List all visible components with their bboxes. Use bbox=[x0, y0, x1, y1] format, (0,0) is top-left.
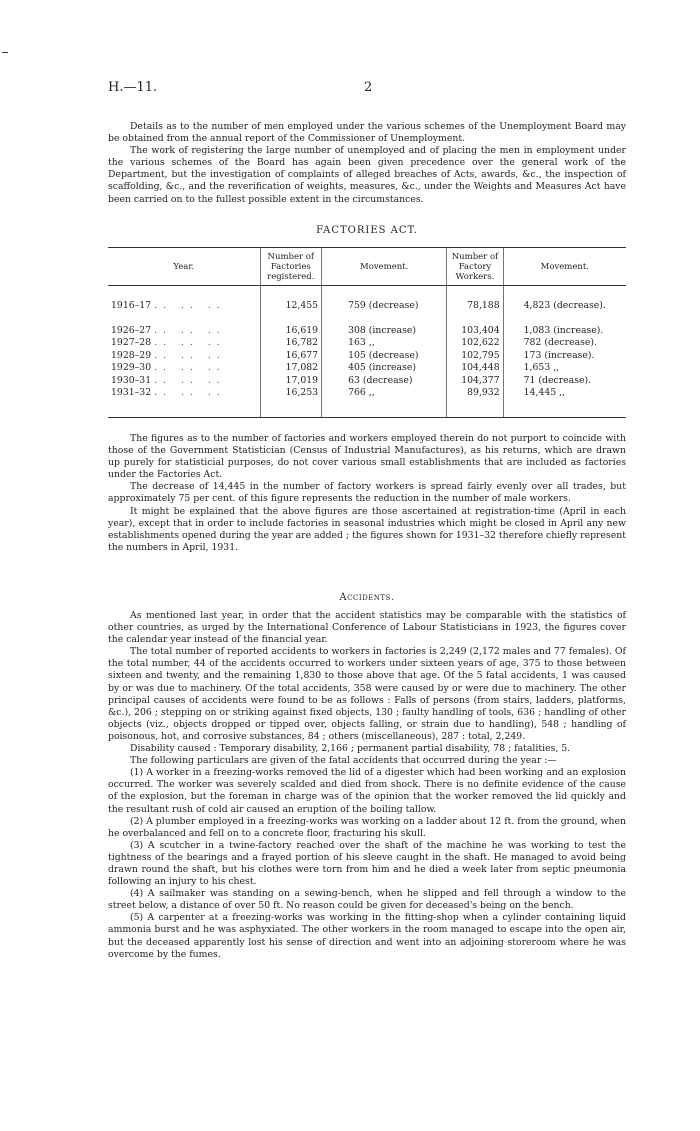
workers-cell: 102,795 bbox=[447, 349, 503, 361]
column-header-year: Year. bbox=[108, 248, 260, 286]
paragraph: The work of registering the large number of unemployed and of placing the men in employment under the various schemes of the Board has again been given precedence over the general work of the Department, but the investigation of complaints of alleged breaches of Acts, awards, &c., the inspection of scaffolding, &c., and the reverification of weights, measures, &c., under the Weights and Measures Act have been carried on to the fullest possible extent in the circumstances. bbox=[108, 145, 626, 205]
paragraph: Details as to the number of men employed under the various schemes of the Unemployment Board may be obtained from the annual report of the Commissioner of Unemployment. bbox=[108, 121, 626, 145]
workers-movement-cell: 1,653 ,, bbox=[503, 362, 626, 374]
workers-cell: 78,188 bbox=[447, 299, 503, 311]
column-header-workers: Number of Factory Workers. bbox=[447, 248, 503, 286]
paragraph: (3) A scutcher in a twine-factory reached over the shaft of the machine he was working to test the tightness of the bearings and a frayed portion of his sleeve caught in the shaft. He managed to avoid being drawn round the shaft, but his clothes were torn from him and he died a week later from septic pneumonia following an injury to his chest. bbox=[108, 839, 626, 888]
leader-dots: .. .. .. bbox=[154, 374, 226, 386]
paragraph: Disability caused : Temporary disability, 2,166 ; permanent partial disability, 78 ; fatalities, 5. bbox=[130, 743, 571, 755]
factory-notes-section bbox=[108, 433, 626, 554]
movement-cell: 163 ,, bbox=[322, 337, 447, 349]
year-cell: 1929–30 bbox=[111, 362, 152, 374]
year-cell: 1931–32 bbox=[111, 387, 152, 399]
paragraph: (2) A plumber employed in a freezing-works was working on a ladder about 12 ft. from the ground, when he overbalanced and fell on to a concrete floor, fracturing his skull. bbox=[108, 815, 626, 839]
table-row bbox=[108, 386, 626, 417]
movement-cell: 766 ,, bbox=[322, 386, 447, 417]
paragraph: (4) A sailmaker was standing on a sewing-bench, when he slipped and fell through a window to the street below, a distance of over 50 ft. No reason could be given for deceased's being on the bench. bbox=[108, 888, 626, 912]
year-cell: 1930–31 bbox=[111, 374, 152, 386]
factories-act-heading: FACTORIES ACT. bbox=[316, 225, 418, 236]
factories-table bbox=[108, 247, 626, 418]
factories-cell: 16,253 bbox=[260, 386, 322, 417]
workers-movement-cell: 4,823 (decrease). bbox=[503, 299, 626, 311]
table-row bbox=[108, 299, 626, 311]
workers-cell: 104,448 bbox=[447, 362, 503, 374]
paragraph: The figures as to the number of factories and workers employed therein do not purport to coincide with those of the Government Statistician (Census of Industrial Manufactures), as his returns, which are drawn up purely for statisticial purposes, do not cover various small establishments that are included as factories under the Factories Act. bbox=[108, 433, 626, 481]
paragraph: (1) A worker in a freezing-works removed the lid of a digester which had been working and an explosion occurred. The worker was severely scalded and died from shock. There is no definite evidence of the cause of the explosion, but the foreman in charge was of the opinion that the worker removed the lid quickly and the resultant rush of cold air caused an eruption of the boiling tallow. bbox=[108, 767, 626, 815]
paragraph: The total number of reported accidents to workers in factories is 2,249 (2,172 males and 77 females). Of the total number, 44 of the accidents occurred to workers under sixteen years of age, 375 to those between sixteen and twenty, and the remaining 1,830 to those above that age. Of the 5 fatal accidents, 1 was caused by or was due to machinery. Of the total accidents, 358 were caused by or were due to machinery. The other principal causes of accidents were found to be as follows : Falls of persons (from stairs, ladders, platforms, &c.), 206 ; stepping on or striking against fixed objects, 130 ; faulty handling of tools, 636 ; handling of other objects (viz., objects dropped or tipped over, objects falling, or strain due to handling), 548 ; handling of poisonous, hot, and corrosive substances, 84 ; others (miscellaneous), 287 : total, 2,249. bbox=[108, 646, 626, 742]
table-row bbox=[108, 349, 626, 361]
movement-cell: 308 (increase) bbox=[322, 324, 447, 336]
factories-cell: 17,082 bbox=[260, 362, 322, 374]
intro-section bbox=[108, 121, 626, 206]
movement-cell: 759 (decrease) bbox=[322, 299, 447, 311]
accidents-heading: Accidents. bbox=[339, 592, 395, 603]
paragraph: The decrease of 14,445 in the number of factory workers is spread fairly evenly over all trades, but approximately 75 per cent. of this figure represents the reduction in the number of male workers. bbox=[108, 481, 626, 505]
workers-movement-cell: 71 (decrease). bbox=[503, 374, 626, 386]
workers-cell: 102,622 bbox=[447, 337, 503, 349]
paragraph: The following particulars are given of the fatal accidents that occurred during the year :— bbox=[130, 755, 557, 767]
factories-cell: 16,782 bbox=[260, 337, 322, 349]
table-row bbox=[108, 337, 626, 349]
year-cell: 1927–28 bbox=[111, 337, 152, 349]
leader-dots: .. .. .. bbox=[154, 387, 226, 399]
movement-cell: 63 (decrease) bbox=[322, 374, 447, 386]
workers-movement-cell: 173 (increase). bbox=[503, 349, 626, 361]
factories-cell: 17,019 bbox=[260, 374, 322, 386]
column-header-movement: Movement. bbox=[322, 248, 447, 286]
table-row bbox=[108, 374, 626, 386]
year-cell: 1916–17 bbox=[111, 299, 152, 311]
leader-dots: .. .. .. bbox=[154, 349, 226, 361]
workers-movement-cell: 14,445 ,, bbox=[503, 386, 626, 417]
leader-dots: .. .. .. bbox=[154, 325, 226, 337]
column-header-workers-movement: Movement. bbox=[503, 248, 626, 286]
leader-dots: .. .. .. bbox=[154, 299, 226, 311]
year-cell: 1928–29 bbox=[111, 349, 152, 361]
factories-cell: 16,677 bbox=[260, 349, 322, 361]
page-number: 2 bbox=[364, 80, 373, 95]
workers-cell: 103,404 bbox=[447, 324, 503, 336]
document-code: H.—11. bbox=[108, 80, 158, 95]
paragraph: It might be explained that the above figures are those ascertained at registration-time (April in each year), except that in order to include factories in seasonal industries which might be closed in April any new establishments opened during the year are added ; the figures shown for 1931–32 therefore chiefly represent the numbers in April, 1931. bbox=[108, 505, 626, 553]
leader-dots: .. .. .. bbox=[154, 337, 226, 349]
table-row bbox=[108, 362, 626, 374]
movement-cell: 405 (increase) bbox=[322, 362, 447, 374]
workers-cell: 89,932 bbox=[447, 386, 503, 417]
paragraph: (5) A carpenter at a freezing-works was working in the fitting-shop when a cylinder containing liquid ammonia burst and he was asphyxiated. The other workers in the room managed to escape into the open air, but the deceased apparently lost his sense of direction and went into an adjoining storeroom where he was overcome by the fumes. bbox=[108, 912, 626, 960]
movement-cell: 105 (decrease) bbox=[322, 349, 447, 361]
workers-movement-cell: 1,083 (increase). bbox=[503, 324, 626, 336]
accidents-section bbox=[108, 610, 626, 961]
factories-cell: 16,619 bbox=[260, 324, 322, 336]
workers-movement-cell: 782 (decrease). bbox=[503, 337, 626, 349]
table-header-row bbox=[108, 248, 626, 286]
leader-dots: .. .. .. bbox=[154, 362, 226, 374]
year-cell: 1926–27 bbox=[111, 325, 152, 337]
table-row bbox=[108, 324, 626, 336]
paragraph: As mentioned last year, in order that the accident statistics may be comparable with the statistics of other countries, as urged by the International Conference of Labour Statisticians in 1923, the figures cover the calendar year instead of the financial year. bbox=[108, 610, 626, 646]
workers-cell: 104,377 bbox=[447, 374, 503, 386]
margin-mark bbox=[2, 52, 8, 53]
factories-cell: 12,455 bbox=[260, 299, 322, 311]
column-header-factories: Number of Factories registered. bbox=[260, 248, 322, 286]
